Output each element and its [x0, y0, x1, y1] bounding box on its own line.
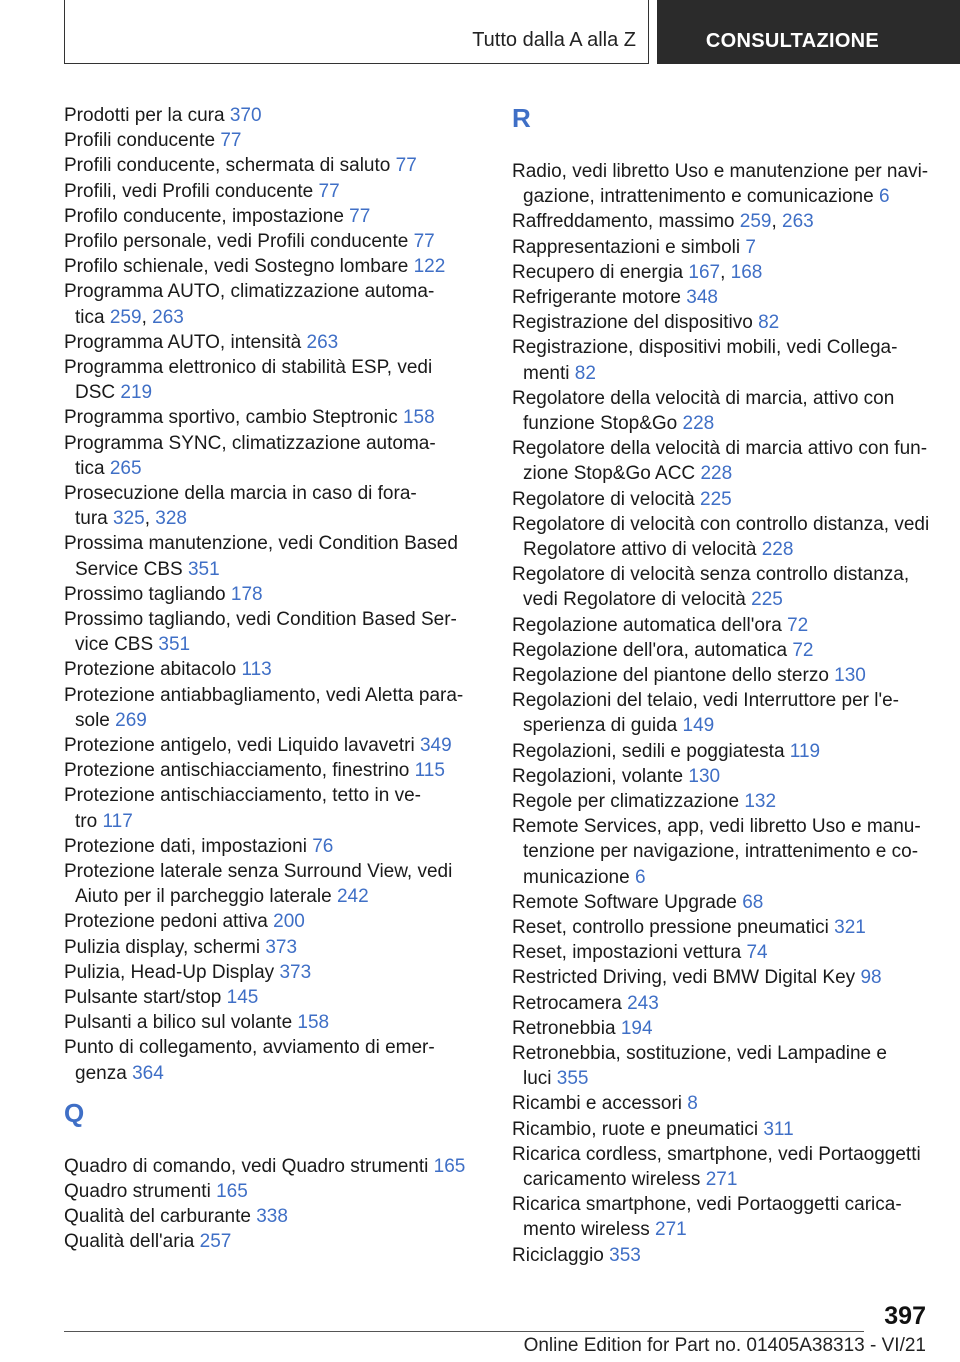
entry-text: Ricarica smartphone, vedi Portaoggetti carica- [512, 1194, 902, 1216]
index-entry [64, 179, 474, 204]
footer-edition: Online Edition for Part no. 01405A38313 - VI/21 [523, 1335, 926, 1356]
page-reference-link[interactable]: 257 [199, 1231, 232, 1253]
index-entry [512, 890, 932, 915]
index-entry [64, 229, 474, 254]
page-reference-link[interactable]: 351 [158, 634, 191, 656]
page-reference-link[interactable]: 122 [413, 256, 446, 278]
entry-text: Protezione antischiacciamento, finestrino [64, 760, 410, 782]
page-reference-link[interactable]: 200 [273, 911, 305, 933]
entry-text: Regolazione del piantone dello sterzo [512, 665, 829, 686]
page-reference-link[interactable]: 353 [609, 1244, 641, 1266]
page-reference-link[interactable]: 194 [620, 1017, 653, 1039]
entry-text: Regolazioni del telaio, vedi Interruttore per l'e- [512, 690, 900, 712]
entry-text: mento wireless [523, 1219, 650, 1241]
page-reference-link[interactable]: 130 [834, 665, 866, 686]
index-entry [64, 103, 474, 128]
entry-text: Programma AUTO, climatizzazione automa- [64, 281, 435, 303]
footer-divider [64, 1331, 864, 1332]
index-entry [512, 335, 932, 385]
entry-text: Regolazioni, volante [512, 765, 684, 787]
page-reference-link[interactable]: 348 [686, 287, 718, 308]
entry-text: Profili conducente, schermata di saluto [64, 155, 391, 177]
entry-text: Qualità del carburante [64, 1206, 251, 1228]
entry-text: Recupero di energia [512, 261, 684, 283]
page-reference-link[interactable]: 77 [220, 130, 242, 152]
entry-text: vice CBS [75, 634, 154, 656]
page-reference-link[interactable]: 98 [860, 967, 882, 989]
page-reference-link[interactable]: 349 [419, 735, 452, 756]
entry-text: Protezione antiabbagliamento, vedi Aletta para- [64, 684, 464, 706]
index-entry [512, 235, 932, 260]
index-entry [64, 1204, 474, 1229]
index-entry [512, 814, 932, 890]
index-entry [64, 834, 474, 859]
entry-text: Service CBS [75, 558, 183, 580]
page-reference-link[interactable]: 228 [761, 539, 794, 560]
entry-text: Regolatore di velocità [512, 488, 695, 510]
index-entry [64, 153, 474, 178]
page-reference-link[interactable]: 243 [627, 992, 659, 1014]
page-reference-link[interactable]: 117 [102, 810, 133, 832]
page-reference-link[interactable]: 355 [556, 1068, 589, 1090]
page-reference-link[interactable]: 269 [115, 709, 147, 731]
entry-text: caricamento wireless [523, 1169, 701, 1190]
page-reference-link[interactable]: 259 [109, 306, 142, 328]
entry-text: tura [75, 508, 108, 530]
page-reference-link[interactable]: 82 [758, 312, 780, 334]
entry-text: Registrazione, dispositivi mobili, vedi Collega- [512, 337, 898, 359]
page-reference-link[interactable]: 76 [312, 835, 334, 857]
entry-text: Prosecuzione della marcia in caso di fora- [64, 483, 417, 504]
page-reference-link[interactable]: 351 [187, 558, 220, 580]
page-reference-link[interactable]: 165 [216, 1181, 248, 1202]
entry-text: Programma elettronico di stabilità ESP, vedi [64, 357, 433, 378]
entry-text: Reset, impostazioni vettura [512, 942, 742, 964]
index-entry [64, 355, 474, 405]
entry-text: Regolatore di velocità con controllo distanza, vedi [512, 513, 930, 535]
page-reference-link[interactable]: 373 [265, 936, 298, 958]
index-entry: Raffreddamento, massimo 259, 263 [512, 211, 814, 233]
entry-text: Regolatore attivo di velocità [523, 539, 757, 560]
entry-text: Profilo conducente, impostazione [64, 205, 344, 227]
index-entry [64, 1179, 474, 1204]
index-entry [512, 965, 932, 990]
index-entry [512, 1041, 932, 1091]
entry-text: Remote Software Upgrade [512, 891, 737, 913]
entry-text: Prossima manutenzione, vedi Condition Based [64, 533, 458, 555]
page-reference-link[interactable]: 259 [739, 211, 772, 233]
entry-text: tica [75, 457, 105, 479]
section-letter: R [512, 103, 531, 133]
page-number: 397 [884, 1302, 926, 1330]
entry-text: Regolazione automatica dell'ora [512, 614, 782, 636]
page-header-chapter [657, 0, 960, 64]
page-reference-link[interactable]: 225 [751, 589, 783, 611]
entry-text: Retronebbia [512, 1017, 616, 1039]
page-header-section [64, 0, 649, 64]
page-reference-link[interactable]: 265 [109, 457, 142, 479]
entry-text: Regolazioni, sedili e poggiatesta [512, 740, 785, 762]
page-reference-link[interactable]: 74 [746, 942, 768, 964]
entry-text: Raffreddamento, massimo [512, 211, 735, 233]
index-entry [64, 758, 474, 783]
entry-text: Remote Services, app, vedi libretto Uso e manu- [512, 816, 921, 838]
entry-text: Regolatore di velocità senza controllo distanza, [512, 564, 910, 586]
entry-text: sperienza di guida [523, 715, 678, 737]
entry-text: Regole per climatizzazione [512, 791, 740, 812]
page-reference-link[interactable]: 373 [279, 961, 312, 983]
entry-text: Programma SYNC, climatizzazione automa- [64, 432, 436, 454]
entry-text: tro [75, 810, 98, 832]
entry-text: gazione, intrattenimento e comunicazione [523, 186, 874, 208]
page-reference-link[interactable]: 271 [705, 1169, 738, 1190]
index-entry [512, 739, 932, 764]
page-reference-link[interactable]: 72 [787, 614, 809, 636]
index-entry [512, 436, 932, 486]
entry-text: Retronebbia, sostituzione, vedi Lampadine e [512, 1043, 887, 1064]
page-reference-link[interactable]: 72 [792, 639, 814, 661]
index-entry [64, 254, 474, 279]
entry-text: Prossimo tagliando, vedi Condition Based Ser- [64, 609, 457, 630]
index-entry [512, 940, 932, 965]
index-entry [512, 386, 932, 436]
page-reference-link[interactable]: 178 [230, 583, 263, 605]
entry-text: Regolatore della velocità di marcia, attivo con [512, 387, 895, 409]
entry-text: Riciclaggio [512, 1244, 604, 1266]
page-reference-link[interactable]: 242 [336, 886, 369, 908]
index-entry [64, 657, 474, 682]
index-entry [64, 582, 474, 607]
entry-text: Profilo schienale, vedi Sostegno lombare [64, 256, 409, 278]
entry-text: Pulizia, Head-Up Display [64, 961, 275, 983]
entry-text: Profili, vedi Profili conducente [64, 180, 314, 202]
page-reference-link[interactable]: 311 [763, 1118, 794, 1140]
entry-text: Prossimo tagliando [64, 583, 226, 605]
index-entry: Programma AUTO, climatizzazione automa- tica 259, 263 [64, 281, 435, 328]
entry-text: Reset, controllo pressione pneumatici [512, 917, 829, 938]
page-reference-link[interactable]: 119 [789, 740, 821, 762]
index-entry [64, 683, 474, 733]
entry-text: Ricambi e accessori [512, 1093, 682, 1115]
entry-text: Regolazione dell'ora, automatica [512, 639, 788, 661]
entry-text: menti [523, 362, 570, 384]
entry-text: DSC [75, 382, 116, 404]
page-reference-link[interactable]: 167 [688, 261, 721, 283]
page-reference-link[interactable]: 6 [878, 186, 890, 208]
index-entry [64, 909, 474, 934]
page-reference-link[interactable]: 321 [834, 917, 866, 938]
entry-text: Radio, vedi libretto Uso e manutenzione per navi- [512, 161, 929, 182]
entry-text: Restricted Driving, vedi BMW Digital Key [512, 967, 856, 989]
entry-text: tenzione per navigazione, intrattenimento e co- [523, 841, 919, 863]
index-entry [512, 991, 932, 1016]
entry-text: Programma sportivo, cambio Steptronic [64, 407, 398, 429]
entry-text: Quadro di comando, vedi Quadro strumenti [64, 1155, 429, 1177]
index-entry: Recupero di energia 167, 168 [512, 261, 763, 283]
entry-text: Registrazione del dispositivo [512, 312, 753, 334]
index-entry [512, 487, 932, 512]
entry-text: Ricarica cordless, smartphone, vedi Portaoggetti [512, 1143, 921, 1165]
page-reference-link[interactable]: 228 [700, 463, 733, 485]
index-entry [64, 783, 474, 833]
entry-text: Regolatore della velocità di marcia attivo con fun- [512, 438, 928, 460]
chapter-title: CONSULTAZIONE [705, 30, 880, 52]
index-entry [64, 128, 474, 153]
entry-text: luci [523, 1068, 552, 1090]
page-reference-link[interactable]: 219 [120, 382, 153, 404]
index-entry [64, 1010, 474, 1035]
page-reference-link[interactable]: 77 [413, 231, 435, 252]
index-entry [512, 638, 932, 663]
page-reference-link[interactable]: 7 [745, 236, 756, 258]
entry-text: Protezione laterale senza Surround View, vedi [64, 861, 453, 882]
index-entry [64, 1154, 474, 1179]
entry-text: Prodotti per la cura [64, 105, 225, 126]
index-entry [512, 688, 932, 738]
index-entry [512, 1142, 932, 1192]
entry-text: Refrigerante motore [512, 287, 681, 308]
page-reference-link[interactable]: 158 [297, 1012, 330, 1034]
index-entry [64, 405, 474, 430]
page-reference-link[interactable]: 328 [155, 508, 187, 530]
entry-text: zione Stop&Go ACC [523, 463, 696, 485]
index-entry [64, 1229, 474, 1254]
index-entry [64, 733, 474, 758]
index-entry [64, 330, 474, 355]
index-entry [64, 859, 474, 909]
entry-text: Profilo personale, vedi Profili conducente [64, 231, 409, 252]
entry-text: Retrocamera [512, 992, 622, 1014]
entry-text: Protezione antigelo, vedi Liquido lavavetri [64, 735, 415, 756]
index-entry [512, 159, 932, 209]
entry-text: Programma AUTO, intensità [64, 331, 302, 353]
entry-text: sole [75, 709, 110, 731]
page-reference-link[interactable]: 145 [226, 987, 259, 1008]
index-entry [64, 531, 474, 581]
page-reference-link[interactable]: 168 [730, 261, 763, 283]
index-entry [512, 1192, 932, 1242]
page-reference-link[interactable]: 225 [700, 488, 732, 510]
page-reference-link[interactable]: 271 [655, 1219, 687, 1241]
page-reference-link[interactable]: 158 [402, 407, 435, 429]
page-reference-link[interactable]: 263 [306, 331, 339, 353]
entry-text: Ricambio, ruote e pneumatici [512, 1118, 759, 1140]
index-entry [512, 285, 932, 310]
index-entry [64, 1035, 474, 1085]
page-reference-link[interactable]: 77 [395, 155, 417, 177]
page-reference-link[interactable]: 115 [414, 760, 445, 782]
index-entry: Prosecuzione della marcia in caso di fora- tura 325, 328 [64, 483, 417, 530]
page-reference-link[interactable]: 113 [241, 659, 272, 681]
entry-text: Protezione dati, impostazioni [64, 835, 307, 857]
page-reference-link[interactable]: 370 [229, 105, 262, 126]
page-reference-link[interactable]: 6 [634, 866, 646, 888]
index-entry [64, 431, 474, 481]
page-footer [64, 1335, 926, 1357]
entry-text: Qualità dell'aria [64, 1231, 195, 1253]
page-reference-link[interactable]: 77 [349, 205, 371, 227]
entry-text: Protezione pedoni attiva [64, 911, 268, 933]
entry-text: vedi Regolatore di velocità [523, 589, 746, 611]
index-entry [512, 562, 932, 612]
section-title: Tutto dalla A alla Z [472, 29, 636, 51]
index-entry [512, 1091, 932, 1116]
index-entry [512, 310, 932, 335]
index-entry [512, 1243, 932, 1268]
index-entry [512, 1117, 932, 1142]
page-reference-link[interactable]: 68 [742, 891, 764, 913]
page-reference-link[interactable]: 364 [132, 1062, 164, 1084]
entry-text: Rappresentazioni e simboli [512, 236, 741, 258]
page-reference-link[interactable]: 263 [152, 306, 184, 328]
page-reference-link[interactable]: 8 [687, 1093, 698, 1115]
entry-text: Quadro strumenti [64, 1181, 211, 1202]
entry-text: Pulizia display, schermi [64, 936, 261, 958]
entry-text: funzione Stop&Go [523, 413, 678, 434]
page-reference-link[interactable]: 338 [256, 1206, 288, 1228]
index-entry [64, 985, 474, 1010]
page-reference-link[interactable]: 149 [682, 715, 715, 737]
page-reference-link[interactable]: 263 [782, 211, 814, 233]
entry-text: municazione [523, 866, 630, 888]
index-entry [512, 915, 932, 940]
section-letter: Q [64, 1097, 85, 1128]
index-entry [512, 764, 932, 789]
entry-text: Protezione abitacolo [64, 659, 237, 681]
index-entry [512, 789, 932, 814]
page-reference-link[interactable]: 130 [688, 765, 721, 787]
entry-text: Aiuto per il parcheggio laterale [75, 886, 332, 908]
page-reference-link[interactable]: 82 [574, 362, 596, 384]
page-reference-link[interactable]: 77 [318, 180, 340, 202]
entry-text: Pulsante start/stop [64, 987, 222, 1008]
page-reference-link[interactable]: 228 [682, 413, 715, 434]
index-entry [64, 960, 474, 985]
index-entry [512, 512, 932, 562]
entry-text: genza [75, 1062, 127, 1084]
page-reference-link[interactable]: 165 [433, 1155, 466, 1177]
entry-text: Protezione antischiacciamento, tetto in ve- [64, 785, 421, 807]
entry-text: Pulsanti a bilico sul volante [64, 1012, 293, 1034]
entry-text: Punto di collegamento, avviamento di emer- [64, 1037, 435, 1059]
entry-text: Profili conducente [64, 130, 216, 152]
index-entry [64, 204, 474, 229]
page-reference-link[interactable]: 325 [113, 508, 145, 530]
index-entry [512, 1016, 932, 1041]
index-entry [512, 663, 932, 688]
page-reference-link[interactable]: 132 [744, 791, 777, 812]
entry-text: tica [75, 306, 105, 328]
index-entry [512, 613, 932, 638]
index-entry [64, 607, 474, 657]
index-entry [64, 935, 474, 960]
